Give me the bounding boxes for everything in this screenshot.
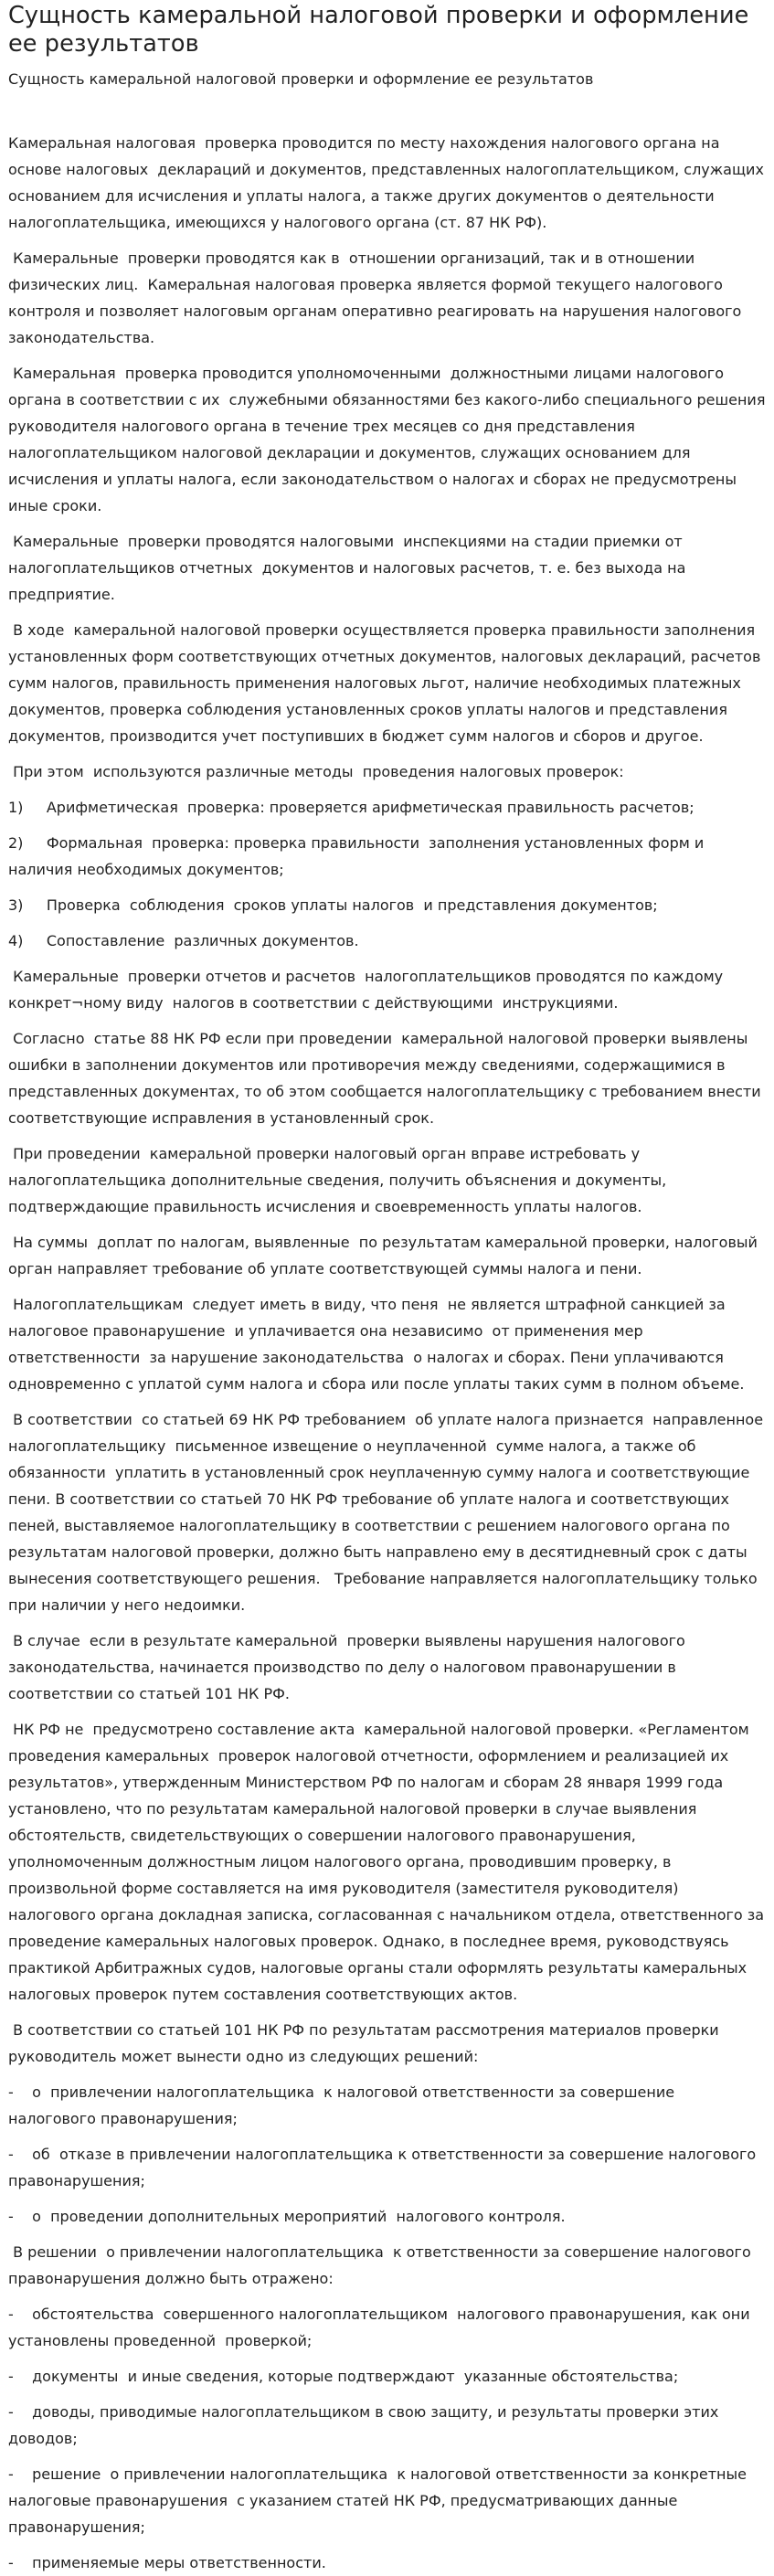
paragraph: Камеральные проверки отчетов и расчетов налогоплательщиков проводятся по каждому конкрет¬ному виду налогов в соответствии с действующими инструкциями. bbox=[8, 968, 728, 1012]
paragraph: На суммы доплат по налогам, выявленные по результатам камеральной проверки, налоговый орган направляет требование об уплате соответствующей суммы налога и пени. bbox=[8, 1234, 763, 1277]
list-item: - решение о привлечении налогоплательщика к налоговой ответственности за конкретные налоговые правонарушения с указанием статей НК РФ, предусматривающих данные правонарушения; bbox=[8, 2465, 752, 2536]
paragraph: В решении о привлечении налогоплательщика к ответственности за совершение налогового правонарушения должно быть отражено: bbox=[8, 2243, 756, 2287]
paragraph: Камеральная налоговая проверка проводится по месту нахождения налогового органа на основе налоговых деклараций и документов, представленных налогоплательщиком, служащих основанием для исчисления и уплаты налога, а также других документов о деятельности налогоплательщика, имеющихся у налогового органа (ст. 87 НК РФ). bbox=[8, 134, 769, 231]
paragraph: В случае если в результате камеральной проверки выявлены нарушения налогового законодательства, начинается производство по делу о налоговом правонарушении в соответствии со статьей 101 НК РФ. bbox=[8, 1632, 690, 1702]
paragraph: Камеральные проверки проводятся как в отношении организаций, так и в отношении физических лиц. Камеральная налоговая проверка является формой текущего налогового контроля и позволяет налоговым органам оперативно реагировать на нарушения налогового законодательства. bbox=[8, 249, 747, 346]
list-item: 1) Арифметическая проверка: проверяется арифметическая правильность расчетов; bbox=[8, 799, 694, 816]
list-item: - применяемые меры ответственности. bbox=[8, 2554, 326, 2571]
article-subtitle: Сущность камеральной налоговой проверки и оформление ее результатов bbox=[8, 70, 594, 88]
paragraph: В соответствии со статьей 101 НК РФ по результатам рассмотрения материалов проверки руководитель может вынести одно из следующих решений: bbox=[8, 2021, 724, 2065]
list-item: 3) Проверка соблюдения сроков уплаты налогов и представления документов; bbox=[8, 896, 658, 914]
article-body bbox=[8, 130, 770, 2576]
paragraph: Согласно статье 88 НК РФ если при проведении камеральной налоговой проверки выявлены ошибки в заполнении документов или противоречия между сведениями, содержащимися в представленных документах, то об этом сообщается налогоплательщику с требованием внести соответствующие исправления в установленный срок. bbox=[8, 1030, 766, 1127]
list-item: 2) Формальная проверка: проверка правильности заполнения установленных форм и наличия необходимых документов; bbox=[8, 834, 709, 878]
list-item: - доводы, приводимые налогоплательщиком в свою защиту, и результаты проверки этих доводов; bbox=[8, 2403, 724, 2447]
paragraph: Камеральные проверки проводятся налоговыми инспекциями на стадии приемки от налогоплательщиков отчетных документов и налоговых расчетов, т. е. без выхода на предприятие. bbox=[8, 533, 691, 603]
list-item: 4) Сопоставление различных документов. bbox=[8, 932, 359, 949]
list-item: - документы и иные сведения, которые подтверждают указанные обстоятельства; bbox=[8, 2368, 679, 2385]
list-item: - о привлечении налогоплательщика к налоговой ответственности за совершение налогового правонарушения; bbox=[8, 2083, 680, 2127]
list-item: - обстоятельства совершенного налогоплательщиком налогового правонарушения, как они установлены проведенной проверкой; bbox=[8, 2306, 755, 2349]
paragraph: Налогоплательщикам следует иметь в виду, что пеня не является штрафной санкцией за налоговое правонарушение и уплачивается она независимо от применения мер ответственности за нарушение законодательства о налогах и сборах. Пени уплачиваются одновременно с уплатой сумм налога и сбора или после уплаты таких сумм в полном объеме. bbox=[8, 1296, 745, 1393]
list-item: - о проведении дополнительных мероприятий налогового контроля. bbox=[8, 2208, 566, 2225]
article-title: Сущность камеральной налоговой проверки и оформление ее результатов bbox=[8, 2, 749, 58]
paragraph: НК РФ не предусмотрено составление акта камеральной налоговой проверки. «Регламентом проведения камеральных проверок налоговой отчетности, оформлением и реализацией их результатов», утвержденным Министерством РФ по налогам и сборам 28 января 1999 года установлено, что по результатам камеральной налоговой проверки в случае выявления обстоятельств, свидетельствующих о совершении налогового правонарушения, уполномоченным должностным лицом налогового органа, проводившим проверку, в произвольной форме составляется на имя руководителя (заместителя руководителя) налогового органа докладная записка, согласованная с начальником отдела, ответственного за проведение камеральных налоговых проверок. Однако, в последнее время, руководствуясь практикой Арбитражных судов, налоговые органы стали оформлять результаты камеральных налоговых проверок путем составления соответствующих актов. bbox=[8, 1721, 769, 2003]
paragraph: При этом используются различные методы проведения налоговых проверок: bbox=[8, 763, 624, 780]
paragraph: В ходе камеральной налоговой проверки осуществляется проверка правильности заполнения установленных форм соответствующих отчетных документов, налоговых деклараций, расчетов сумм налогов, правильность применения налоговых льгот, наличие необходимых платежных документов, проверка соблюдения установленных сроков уплаты налогов и представления документов, производится учет поступивших в бюджет сумм налогов и сборов и другое. bbox=[8, 621, 766, 745]
list-item: - об отказе в привлечении налогоплательщика к ответственности за совершение налогового правонарушения; bbox=[8, 2146, 761, 2189]
paragraph: В соответствии со статьей 69 НК РФ требованием об уплате налога признается направленное налогоплательщику письменное извещение о неуплаченной сумме налога, а также об обязанности уплатить в установленный срок неуплаченную сумму налога и соответствующие пени. В соответствии со статьей 70 НК РФ требование об уплате налога и соответствующих пеней, выставляемое налогоплательщику в соответствии с решением налогового органа по результатам налоговой проверки, должно быть направлено ему в десятидневный срок с даты вынесения соответствующего решения. Требование направляется налогоплательщику только при наличии у него недоимки. bbox=[8, 1411, 769, 1614]
paragraph: Камеральная проверка проводится уполномоченными должностными лицами налогового органа в соответствии с их служебными обязанностями без какого-либо специального решения руководителя налогового органа в течение трех месяцев со дня представления налогоплательщиком налоговой декларации и документов, служащих основанием для исчисления и уплаты налога, если законодательством о налогах и сборах не предусмотрены иные сроки. bbox=[8, 365, 770, 514]
paragraph: При проведении камеральной проверки налоговый орган вправе истребовать у налогоплательщика дополнительные сведения, получить объяснения и документы, подтверждающие правильность исчисления и своевременность уплаты налогов. bbox=[8, 1145, 672, 1215]
